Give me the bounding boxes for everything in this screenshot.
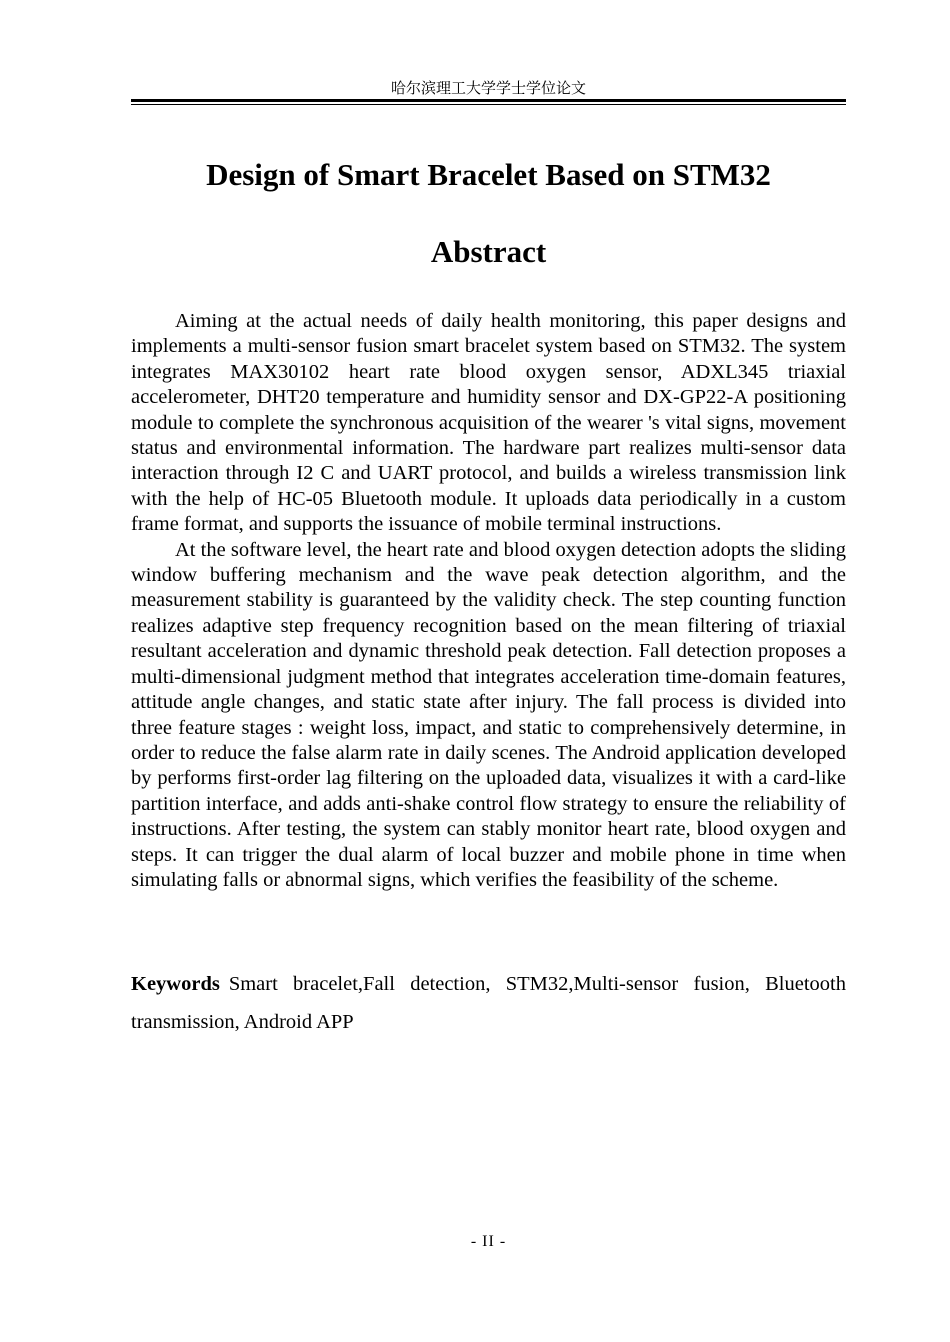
keywords-text: Smart bracelet,Fall detection, STM32,Multi-sensor fusion, Bluetooth transmission, Android APP bbox=[131, 973, 846, 1033]
running-header: 哈尔滨理工大学学士学位论文 bbox=[390, 79, 586, 97]
header-rule-thin bbox=[131, 104, 846, 105]
abstract-body bbox=[131, 309, 846, 893]
header-rule-thick bbox=[131, 99, 846, 102]
page-number: - II - bbox=[470, 1233, 507, 1250]
abstract-paragraph-1: Aiming at the actual needs of daily health monitoring, this paper designs and implements a multi-sensor fusion smart bracelet system based on STM32. The system integrates MAX30102 heart rate blood oxygen sensor, ADXL345 triaxial accelerometer, DHT20 temperature and humidity sensor and DX-GP22-A positioning module to complete the synchronous acquisition of the wearer 's vital signs, movement status and environmental information. The hardware part realizes multi-sensor data interaction through I2 C and UART protocol, and builds a wireless transmission link with the help of HC-05 Bluetooth module. It uploads data periodically in a custom frame format, and supports the issuance of mobile terminal instructions. bbox=[131, 310, 846, 536]
keywords-label: Keywords bbox=[131, 973, 220, 995]
abstract-heading: Abstract bbox=[430, 234, 547, 269]
paper-title: Design of Smart Bracelet Based on STM32 bbox=[206, 157, 771, 192]
keywords-block bbox=[131, 965, 846, 1041]
abstract-paragraph-2: At the software level, the heart rate and blood oxygen detection adopts the sliding window buffering mechanism and the wave peak detection algorithm, and the measurement stability is guaranteed by the validity check. The step counting function realizes adaptive step frequency recognition based on the mean filtering of triaxial resultant acceleration and dynamic threshold peak detection. Fall detection proposes a multi-dimensional judgment method that integrates acceleration time-domain features, attitude angle changes, and static state after injury. The fall process is divided into three feature stages : weight loss, impact, and static to comprehensively determine, in order to reduce the false alarm rate in daily scenes. The Android application developed by performs first-order lag filtering on the uploaded data, visualizes it with a card-like partition interface, and adds anti-shake control flow strategy to ensure the reliability of instructions. After testing, the system can stably monitor heart rate, blood oxygen and steps. It can trigger the dual alarm of local buzzer and mobile phone in time when simulating falls or abnormal signs, which verifies the feasibility of the scheme. bbox=[131, 538, 846, 891]
